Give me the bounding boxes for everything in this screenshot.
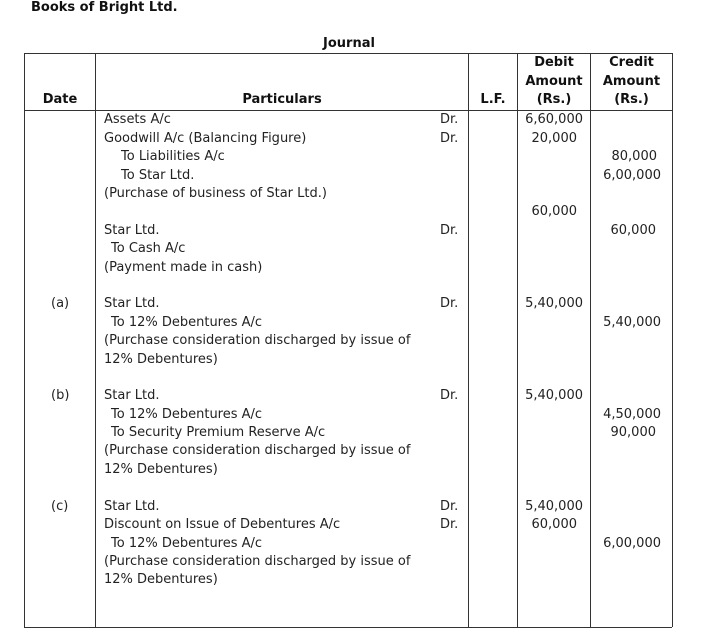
entry-date: (c) — [51, 499, 69, 514]
entry-narration: (Purchase consideration discharged by issue of — [104, 443, 411, 458]
col-border-date — [95, 53, 96, 627]
entry-narration: 12% Debentures) — [104, 572, 218, 587]
entry-line-text: To 12% Debentures A/c — [111, 315, 263, 330]
header-debit-line1: Debit — [534, 55, 574, 70]
entry-date: (a) — [51, 296, 70, 311]
header-credit-line2: Amount — [602, 74, 661, 89]
debit-amount: 5,40,000 — [525, 296, 583, 311]
entry-line-text: Star Ltd. — [104, 296, 160, 311]
credit-amount: 90,000 — [610, 425, 656, 440]
col-border-right — [672, 53, 673, 627]
entry-narration: (Purchase consideration discharged by issue of — [104, 333, 411, 348]
dr-marker: Dr. — [440, 517, 459, 532]
credit-amount: 80,000 — [611, 149, 657, 164]
entry-narration: (Purchase consideration discharged by issue of — [104, 554, 411, 569]
header-credit-line1: Credit — [609, 55, 654, 70]
col-border-left — [24, 53, 25, 627]
entry-narration: 12% Debentures) — [104, 352, 218, 367]
credit-amount: 5,40,000 — [603, 315, 661, 330]
dr-marker: Dr. — [440, 388, 459, 403]
entry-date: (b) — [51, 388, 70, 403]
entry-line-text: To 12% Debentures A/c — [111, 407, 263, 422]
entry-line-text: To Cash A/c — [111, 241, 186, 256]
dr-marker: Dr. — [440, 296, 459, 311]
dr-marker: Dr. — [440, 112, 459, 127]
entry-line-text: Discount on Issue of Debentures A/c — [104, 517, 341, 532]
entry-narration: 12% Debentures) — [104, 462, 218, 477]
debit-amount: 5,40,000 — [525, 388, 583, 403]
credit-amount: 60,000 — [610, 223, 656, 238]
debit-amount: 20,000 — [531, 131, 577, 146]
col-border-particulars — [468, 53, 469, 627]
credit-amount: 4,50,000 — [603, 407, 661, 422]
dr-marker: Dr. — [440, 499, 459, 514]
entry-line-text: To Liabilities A/c — [121, 149, 225, 164]
header-debit-line2: Amount — [525, 74, 583, 89]
header-date: Date — [42, 92, 78, 107]
entry-line-text: Star Ltd. — [104, 388, 160, 403]
debit-amount: 60,000 — [531, 204, 577, 219]
header-debit-line3: (Rs.) — [536, 92, 572, 107]
dr-marker: Dr. — [440, 223, 459, 238]
entry-line-text: To Star Ltd. — [121, 168, 195, 183]
dr-marker: Dr. — [440, 131, 459, 146]
header-particulars: Particulars — [242, 92, 322, 107]
entry-line-text: Star Ltd. — [104, 499, 160, 514]
journal-title: Journal — [323, 36, 375, 51]
entry-line-text: To 12% Debentures A/c — [111, 536, 263, 551]
entry-line-text: Goodwill A/c (Balancing Figure) — [104, 131, 307, 146]
company-title: Books of Bright Ltd. — [31, 0, 178, 15]
credit-amount: 6,00,000 — [603, 168, 661, 183]
header-credit-line3: (Rs.) — [614, 92, 649, 107]
entry-line-text: To Security Premium Reserve A/c — [111, 425, 326, 440]
debit-amount: 6,60,000 — [525, 112, 583, 127]
entry-narration: (Payment made in cash) — [104, 260, 263, 275]
table-bottom-border — [24, 627, 672, 628]
header-lf: L.F. — [480, 92, 506, 107]
entry-line-text: Star Ltd. — [104, 223, 160, 238]
debit-amount: 5,40,000 — [525, 499, 583, 514]
entry-narration: (Purchase of business of Star Ltd.) — [104, 186, 327, 201]
debit-amount: 60,000 — [531, 517, 577, 532]
credit-amount: 6,00,000 — [603, 536, 661, 551]
entry-line-text: Assets A/c — [104, 112, 171, 127]
